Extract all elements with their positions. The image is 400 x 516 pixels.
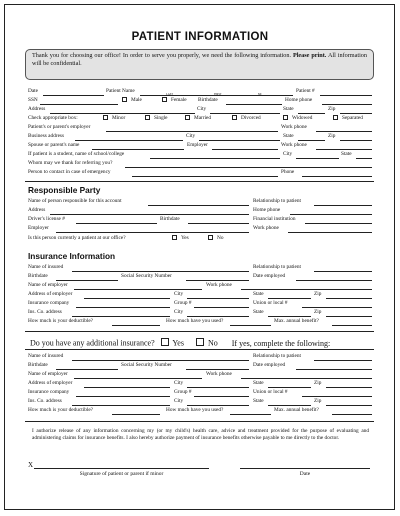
row-add-employer — [0, 370, 400, 379]
resp-relationship-label: Relationship to patient — [253, 198, 301, 204]
resp-birthdate-label: Birthdate — [160, 216, 180, 222]
business-zip-label: Zip — [328, 133, 336, 139]
resp-employer-field[interactable] — [56, 232, 249, 233]
widowed-checkbox[interactable] — [283, 115, 288, 120]
add-union-label: Union or local # — [253, 389, 288, 395]
current-yes-label: Yes — [181, 235, 189, 241]
additional-divider-top — [25, 331, 374, 332]
row-add-company — [0, 388, 400, 397]
referral-label: Whom may we thank for referring you? — [28, 160, 113, 166]
signature-date-label: Date — [299, 471, 311, 477]
row-emergency — [0, 168, 400, 177]
add-employer-label: Name of employer — [28, 371, 68, 377]
union-label: Union or local # — [253, 300, 288, 306]
last-sublabel: LAST — [166, 93, 173, 96]
intro-box — [25, 49, 374, 80]
emp-zip-label: Zip — [314, 291, 322, 297]
ins-co-address-label: Ins. Co. address — [28, 309, 62, 315]
zip-label: Zip — [328, 106, 336, 112]
add-max-field[interactable] — [332, 414, 372, 415]
signature-line[interactable] — [34, 468, 209, 469]
state-label: State — [283, 106, 294, 112]
resp-work-phone-field[interactable] — [288, 232, 372, 233]
date-employed-label: Date employed — [253, 273, 286, 279]
minor-checkbox[interactable] — [103, 115, 108, 120]
row-add-co-address — [0, 397, 400, 406]
authorization-text: I authorize release of any information concerning my (or my child's) health care, advice and treatment provided for the purpose of evaluating and administering claims for insurance benefits. I also hereby authorize payment of insurance benefits otherwise payable to me directly to the doctor. — [32, 428, 369, 442]
separated-label: Separated — [342, 115, 363, 121]
patient-no-label: Patient # — [296, 88, 315, 94]
row-ins-deductible — [0, 317, 400, 326]
business-address-label: Business address — [28, 133, 65, 139]
ins-co-city-label: City — [174, 309, 184, 315]
divorced-checkbox[interactable] — [232, 115, 237, 120]
current-no-label: No — [217, 235, 224, 241]
add-relationship-label: Relationship to patient — [253, 353, 301, 359]
emergency-field[interactable] — [132, 176, 278, 177]
resp-employer-label: Employer — [28, 225, 49, 231]
business-city-label: City — [186, 133, 196, 139]
add-group-label: Group # — [174, 389, 192, 395]
row-spouse — [0, 141, 400, 150]
add-name-label: Name of insured — [28, 353, 64, 359]
single-label: Single — [154, 115, 168, 121]
widowed-label: Widowed — [292, 115, 313, 121]
resp-home-phone-label: Home phone — [253, 207, 281, 213]
add-co-zip-label: Zip — [314, 398, 322, 404]
address-label: Address — [28, 106, 46, 112]
max-label: Max. annual benefit? — [274, 318, 319, 324]
group-label: Group # — [174, 300, 192, 306]
add-emp-state-label: State — [253, 380, 264, 386]
emergency-label: Person to contact in case of emergency — [28, 169, 111, 175]
resp-name-label: Name of person responsible for this account — [28, 198, 122, 204]
student-label: If patient is a student, name of school/college — [28, 151, 125, 157]
add-company-label: Insurance company — [28, 389, 70, 395]
female-label: Female — [171, 97, 187, 103]
married-checkbox[interactable] — [185, 115, 190, 120]
resp-work-phone-label: Work phone — [253, 225, 279, 231]
ins-relationship-label: Relationship to patient — [253, 264, 301, 270]
row-ins-company — [0, 299, 400, 308]
financial-label: Financial institution — [253, 216, 296, 222]
row-ins-employer — [0, 281, 400, 290]
responsible-heading: Responsible Party — [28, 185, 101, 195]
emergency-phone-field[interactable] — [302, 176, 372, 177]
intro-text: Thank you for choosing our office! In order to serve you properly, we need the following information. — [32, 52, 291, 59]
add-date-employed-label: Date employed — [253, 362, 286, 368]
resp-address-label: Address — [28, 207, 46, 213]
row-resp-address — [0, 206, 400, 215]
add-co-address-label: Ins. Co. address — [28, 398, 62, 404]
page-title: PATIENT INFORMATION — [131, 31, 269, 43]
row-add-name — [0, 352, 400, 361]
ins-employer-label: Name of employer — [28, 282, 68, 288]
separated-checkbox[interactable] — [333, 115, 338, 120]
row-add-birth — [0, 361, 400, 370]
birthdate-label: Birthdate — [198, 97, 218, 103]
license-label: Driver's license # — [28, 216, 65, 222]
used-field[interactable] — [230, 325, 271, 326]
emp-city-label: City — [174, 291, 184, 297]
add-deductible-label: How much is your deductible? — [28, 407, 94, 413]
row-resp-name — [0, 197, 400, 206]
emergency-phone-label: Phone — [281, 169, 295, 175]
authorization-divider — [25, 421, 374, 422]
section-divider — [25, 181, 374, 182]
add-birthdate-label: Birthdate — [28, 362, 48, 368]
signature-label: Signature of patient or parent if minor — [79, 471, 164, 477]
intro-tail: All information will be confidential. — [32, 52, 367, 68]
male-label: Male — [131, 97, 142, 103]
row-employer — [0, 123, 400, 132]
divorced-label: Divorced — [241, 115, 261, 121]
row-resp-license — [0, 215, 400, 224]
ins-birthdate-label: Birthdate — [28, 273, 48, 279]
female-checkbox[interactable] — [162, 97, 167, 102]
row-ins-emp-address — [0, 290, 400, 299]
ins-ssn-label: Social Security Number — [121, 273, 172, 279]
row-marital — [0, 114, 400, 123]
row-referral — [0, 159, 400, 168]
student-city-label: City — [283, 151, 293, 157]
spouse-label: Spouse or parent's name — [28, 142, 80, 148]
ins-co-zip-label: Zip — [314, 309, 322, 315]
row-ssn — [0, 96, 400, 105]
business-state-label: State — [283, 133, 294, 139]
row-resp-employer — [0, 224, 400, 233]
ssn-label: SSN — [28, 97, 38, 103]
student-state-label: State — [341, 151, 352, 157]
single-checkbox[interactable] — [145, 115, 150, 120]
spouse-work-phone-label: Work phone — [281, 142, 307, 148]
additional-yes-checkbox[interactable] — [161, 338, 169, 346]
add-used-label: How much have you used? — [166, 407, 224, 413]
row-ins-co-address — [0, 308, 400, 317]
row-address — [0, 105, 400, 114]
add-emp-zip-label: Zip — [314, 380, 322, 386]
add-ssn-label: Social Security Number — [121, 362, 172, 368]
add-emp-city-label: City — [174, 380, 184, 386]
add-used-field[interactable] — [230, 414, 271, 415]
additional-follow: If yes, complete the following: — [231, 338, 331, 348]
current-yes-checkbox[interactable] — [172, 235, 177, 240]
signature-x: X — [28, 461, 34, 469]
signature-date-line[interactable] — [240, 468, 370, 469]
patient-name-label: Patient Name — [106, 88, 135, 94]
row-ins-name — [0, 263, 400, 272]
employer-label: Patient's or parent's employer — [28, 124, 91, 130]
max-field[interactable] — [332, 325, 372, 326]
additional-no-checkbox[interactable] — [196, 338, 204, 346]
additional-divider-bottom — [25, 349, 374, 350]
ins-co-state-label: State — [253, 309, 264, 315]
check-box-label: Check appropriate box: — [28, 115, 78, 121]
additional-question: Do you have any additional insurance? — [30, 338, 155, 348]
additional-yes-label: Yes — [172, 338, 184, 348]
additional-no-label: No — [207, 338, 218, 348]
used-label: How much have you used? — [166, 318, 224, 324]
ins-company-label: Insurance company — [28, 300, 70, 306]
intro-bold: Please print. — [292, 52, 327, 59]
row-ins-birth — [0, 272, 400, 281]
spouse-employer-label: Employer — [187, 142, 208, 148]
row-business — [0, 132, 400, 141]
row-resp-current — [0, 234, 400, 243]
date-label: Date — [28, 88, 38, 94]
insurance-heading: Insurance Information — [28, 251, 116, 261]
male-checkbox[interactable] — [122, 97, 127, 102]
add-max-label: Max. annual benefit? — [274, 407, 319, 413]
deductible-field[interactable] — [112, 325, 160, 326]
minor-label: Minor — [112, 115, 126, 121]
work-phone-label: Work phone — [281, 124, 307, 130]
emp-state-label: State — [253, 291, 264, 297]
first-sublabel: FIRST — [214, 93, 222, 96]
row-add-deductible — [0, 406, 400, 415]
ins-work-phone-label: Work phone — [206, 282, 232, 288]
row-student — [0, 150, 400, 159]
add-emp-address-label: Address of employer — [28, 380, 73, 386]
home-phone-label: Home phone — [285, 97, 313, 103]
current-patient-label: Is this person currently a patient at our office? — [28, 235, 126, 241]
ins-name-label: Name of insured — [28, 264, 64, 270]
row-add-emp-address — [0, 379, 400, 388]
city-label: City — [197, 106, 207, 112]
add-co-state-label: State — [253, 398, 264, 404]
married-label: Married — [194, 115, 212, 121]
deductible-label: How much is your deductible? — [28, 318, 94, 324]
add-work-phone-label: Work phone — [206, 371, 232, 377]
current-no-checkbox[interactable] — [208, 235, 213, 240]
additional-question-row — [30, 338, 330, 348]
add-deductible-field[interactable] — [112, 414, 160, 415]
emp-address-label: Address of employer — [28, 291, 73, 297]
mi-sublabel: MI — [258, 93, 262, 96]
add-co-city-label: City — [174, 398, 184, 404]
